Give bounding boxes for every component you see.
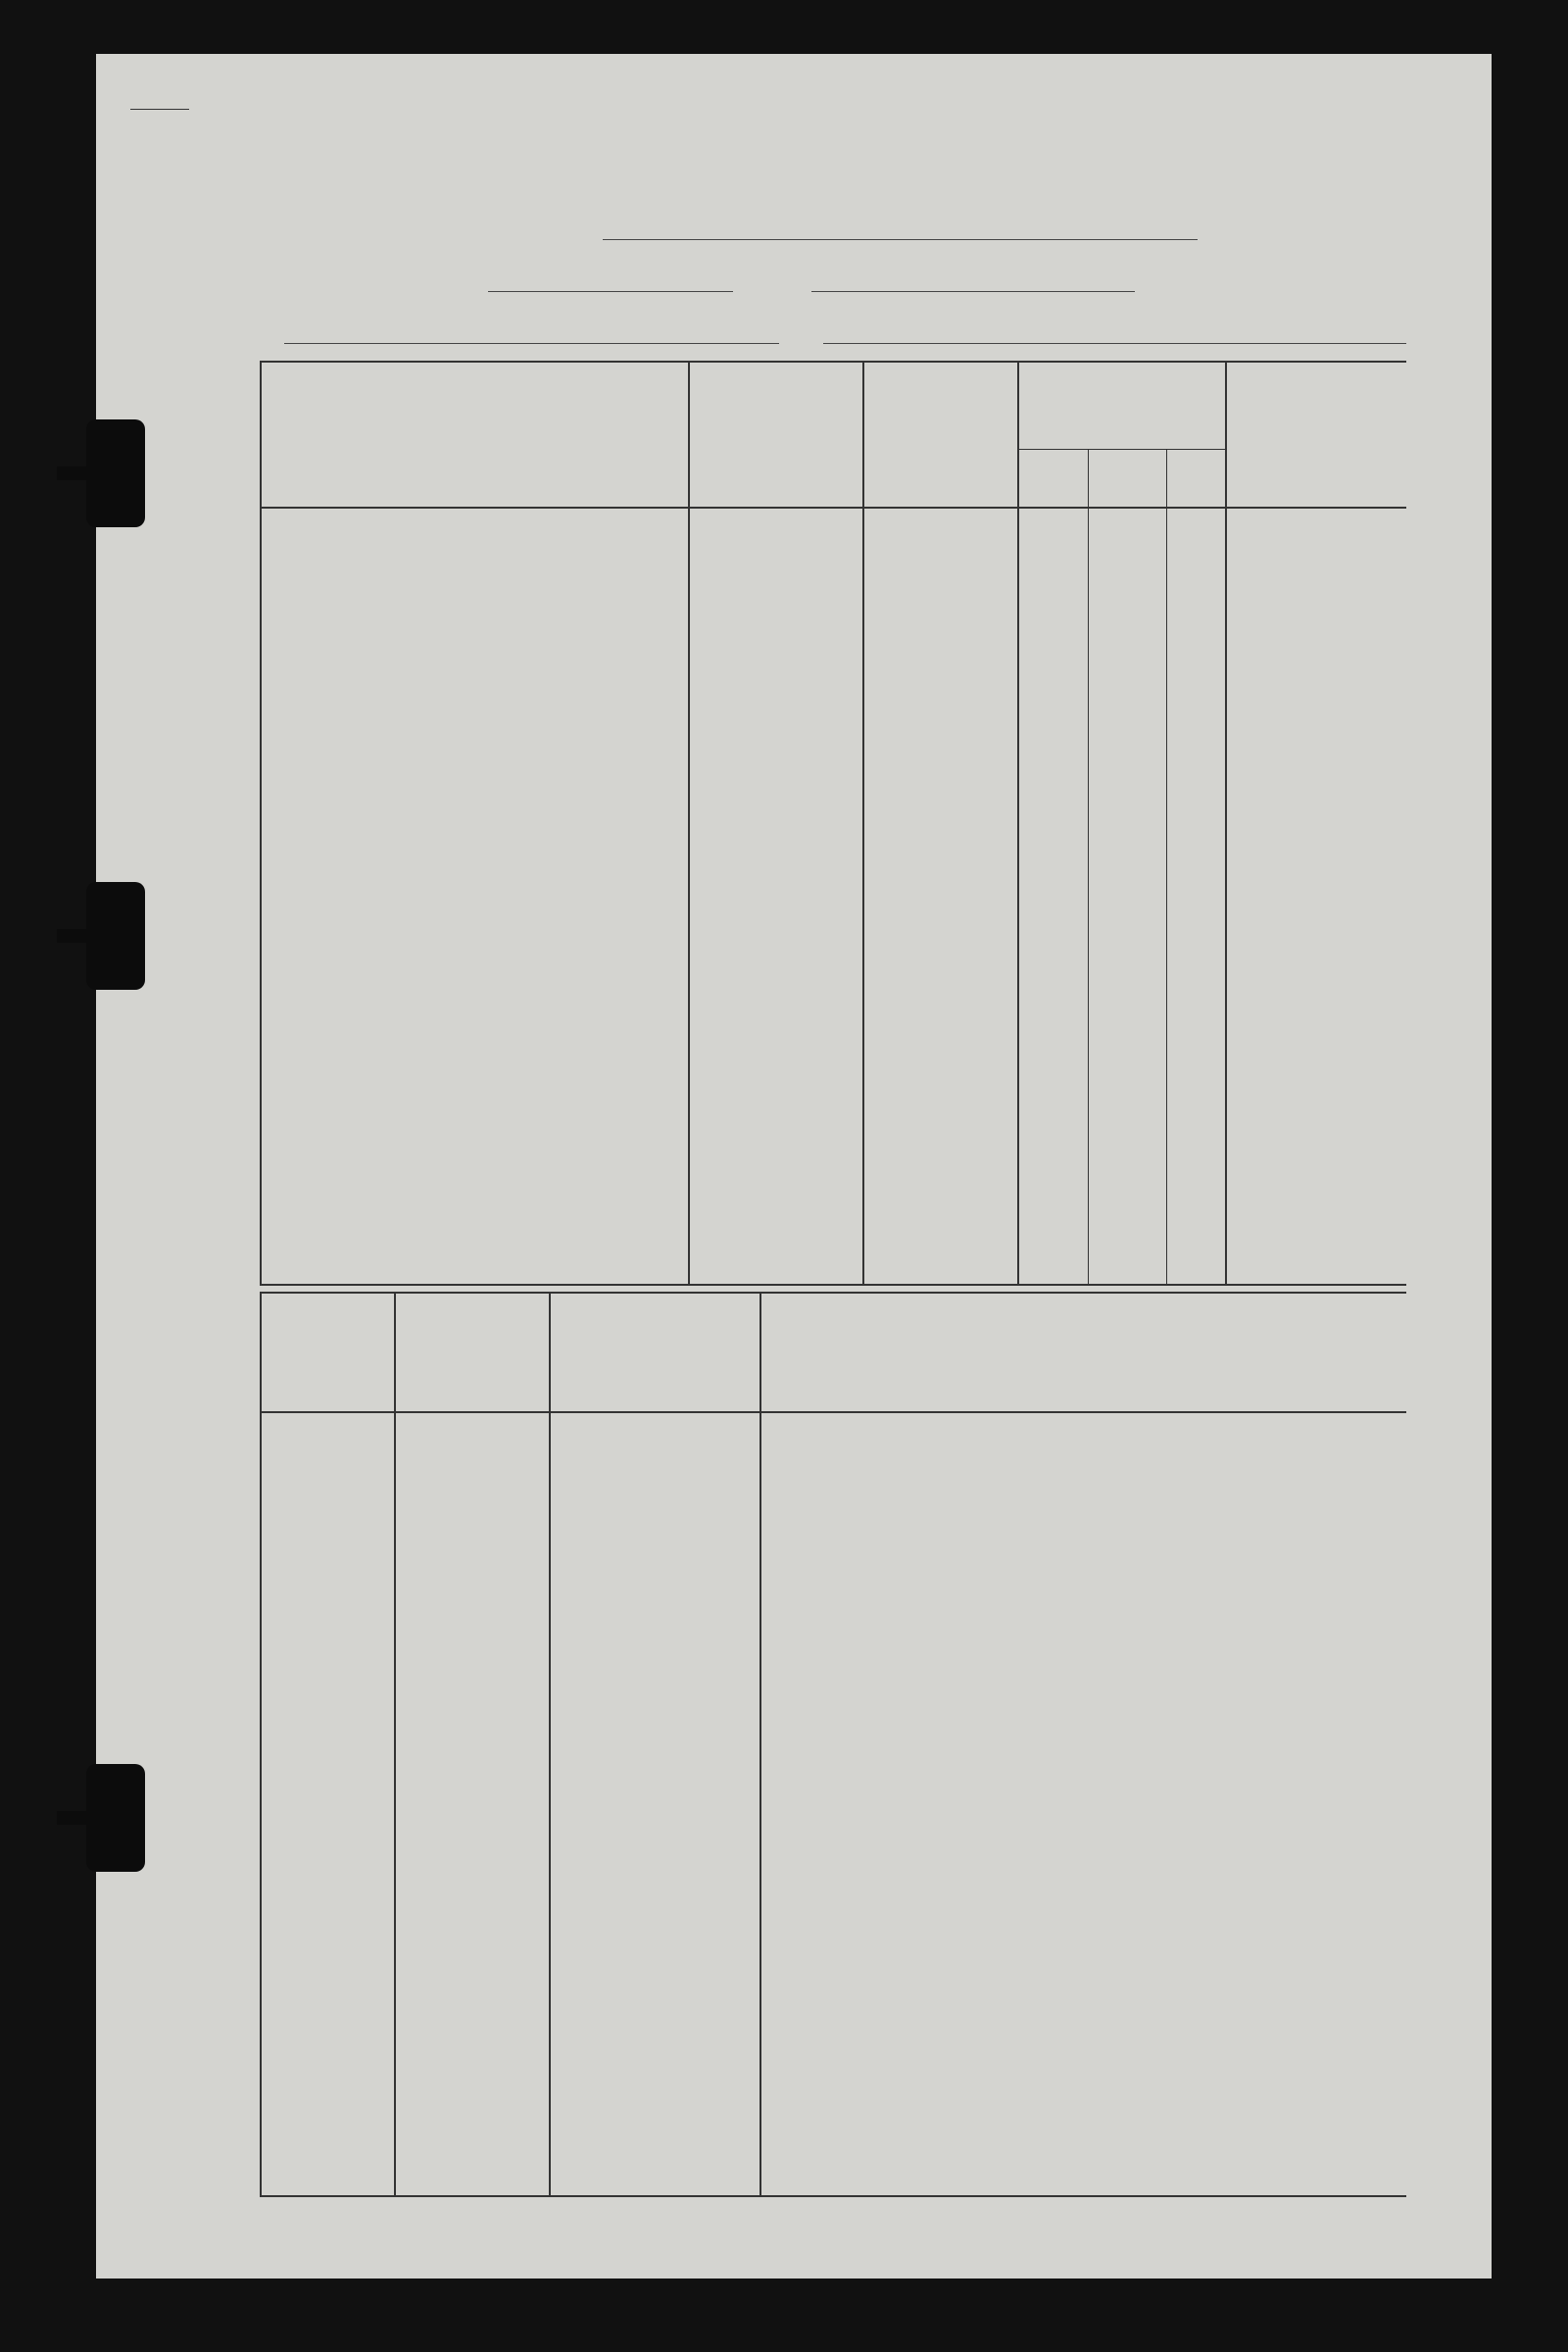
page-number-value [130, 109, 189, 110]
page-number [130, 98, 189, 115]
binder-tab [86, 882, 145, 990]
binder-tab [86, 1764, 145, 1872]
report-sheet [96, 54, 1492, 2278]
binder-tab [86, 419, 145, 527]
